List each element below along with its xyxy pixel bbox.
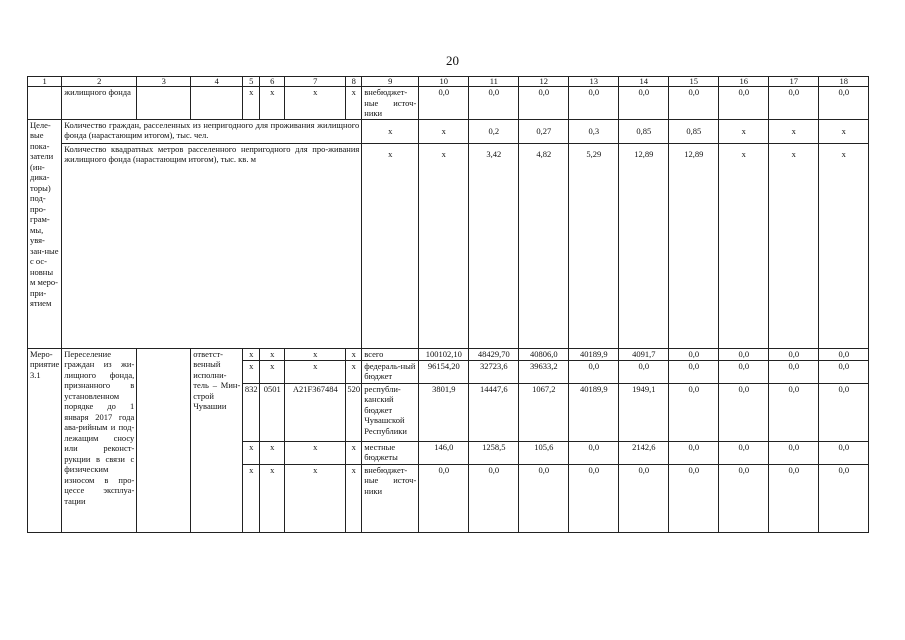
value-cell: 0,0 [669, 464, 719, 532]
value-cell: 0,85 [619, 119, 669, 143]
measure-label: Меро-приятие 3.1 [28, 348, 62, 532]
value-cell: 0,0 [569, 87, 619, 120]
value-cell: 40806,0 [519, 348, 569, 360]
program-table [27, 76, 869, 533]
target-article-code: x [285, 464, 346, 532]
expense-type-code: x [346, 464, 362, 532]
measure-name: Переселение граждан из жи-лищного фонда, признанного в установленном порядке до 1 января 2017 года ава-рийным и под-лежащим сносу или реконст-рукции в связи с физическим износом в про-цессе эксплуа-тации [62, 348, 137, 532]
value-cell: 0,85 [669, 119, 719, 143]
expense-type-code: 520 [346, 383, 362, 441]
grbs-code: 832 [243, 383, 260, 441]
value-cell: 0,0 [519, 464, 569, 532]
value-cell: 0,0 [669, 360, 719, 383]
value-cell: 0,0 [619, 360, 669, 383]
section-code: 0501 [260, 383, 285, 441]
value-cell: 0,0 [719, 383, 769, 441]
target-article-code: x [285, 87, 346, 120]
col-header: 8 [346, 77, 362, 87]
table-row [28, 87, 869, 120]
value-cell: 100102,10 [419, 348, 469, 360]
value-cell: 0,2 [469, 119, 519, 143]
target-article-code: x [285, 360, 346, 383]
value-cell: x [769, 143, 819, 348]
value-cell: 0,0 [519, 87, 569, 120]
indicator-text: Количество граждан, расселенных из непригодного для проживания жилищного фонда (нарастающим итогом), тыс. чел. [62, 119, 362, 143]
responsible-executor: ответст-венный исполни-тель – Мин-строй Чувашии [191, 348, 243, 532]
value-cell: 48429,70 [469, 348, 519, 360]
target-article-code: x [285, 348, 346, 360]
value-cell: x [419, 143, 469, 348]
value-cell: 39633,2 [519, 360, 569, 383]
value-cell: 0,0 [769, 360, 819, 383]
value-cell: 0,0 [769, 87, 819, 120]
grbs-code: x [243, 348, 260, 360]
value-cell: 12,89 [669, 143, 719, 348]
value-cell: 14447,6 [469, 383, 519, 441]
col-header: 11 [469, 77, 519, 87]
value-cell: 96154,20 [419, 360, 469, 383]
value-cell: x [362, 119, 419, 143]
value-cell: 0,0 [719, 360, 769, 383]
funding-source: всего [362, 348, 419, 360]
grbs-code: x [243, 360, 260, 383]
value-cell: 0,0 [769, 348, 819, 360]
value-cell: 40189,9 [569, 348, 619, 360]
table-row [28, 348, 869, 360]
col-header: 10 [419, 77, 469, 87]
section-code: x [260, 348, 285, 360]
value-cell: 1949,1 [619, 383, 669, 441]
value-cell: 0,27 [519, 119, 569, 143]
value-cell: x [719, 143, 769, 348]
value-cell: 0,0 [819, 441, 869, 464]
value-cell: 3801,9 [419, 383, 469, 441]
value-cell: 4091,7 [619, 348, 669, 360]
value-cell: 0,0 [569, 441, 619, 464]
grbs-code: x [243, 464, 260, 532]
value-cell: 0,0 [669, 441, 719, 464]
col-header: 6 [260, 77, 285, 87]
col-header: 4 [191, 77, 243, 87]
indicator-text: Количество квадратных метров расселенного непригодного для про-живания жилищного фонда (нарастающим итогом), тыс. кв. м [62, 143, 362, 348]
target-article-code: A21F367484 [285, 383, 346, 441]
value-cell: 0,0 [419, 464, 469, 532]
col-header: 5 [243, 77, 260, 87]
value-cell: 0,0 [619, 464, 669, 532]
value-cell: 32723,6 [469, 360, 519, 383]
value-cell: 40189,9 [569, 383, 619, 441]
expense-type-code: x [346, 441, 362, 464]
value-cell: 0,0 [819, 360, 869, 383]
value-cell: 0,0 [569, 464, 619, 532]
value-cell: 12,89 [619, 143, 669, 348]
value-cell: 0,0 [769, 383, 819, 441]
section-code: x [260, 441, 285, 464]
value-cell: 0,0 [819, 87, 869, 120]
col-header: 14 [619, 77, 669, 87]
value-cell: 0,0 [719, 87, 769, 120]
item-name: жилищного фонда [62, 87, 137, 120]
value-cell: x [419, 119, 469, 143]
value-cell: 2142,6 [619, 441, 669, 464]
value-cell: 105,6 [519, 441, 569, 464]
funding-source: республи-канский бюджет Чувашской Республики [362, 383, 419, 441]
value-cell: 0,0 [669, 348, 719, 360]
grbs-code: x [243, 87, 260, 120]
value-cell: 5,29 [569, 143, 619, 348]
section-code: x [260, 360, 285, 383]
page-number: 20 [446, 53, 459, 68]
value-cell: 0,0 [619, 87, 669, 120]
value-cell: 0,0 [769, 464, 819, 532]
col-header: 16 [719, 77, 769, 87]
value-cell: 0,0 [719, 441, 769, 464]
table-cell [137, 348, 191, 532]
value-cell: 0,0 [669, 383, 719, 441]
col-header: 18 [819, 77, 869, 87]
value-cell: 146,0 [419, 441, 469, 464]
col-header: 3 [137, 77, 191, 87]
value-cell: 0,3 [569, 119, 619, 143]
value-cell: 0,0 [719, 464, 769, 532]
funding-source: внебюджет-ные источ-ники [362, 87, 419, 120]
value-cell: 0,0 [819, 464, 869, 532]
table-cell [137, 87, 191, 120]
col-header: 2 [62, 77, 137, 87]
value-cell: 0,0 [769, 441, 819, 464]
col-header: 13 [569, 77, 619, 87]
value-cell: 3,42 [469, 143, 519, 348]
funding-source: внебюджет-ные источ-ники [362, 464, 419, 532]
grbs-code: x [243, 441, 260, 464]
header-row [28, 77, 869, 87]
value-cell: 0,0 [719, 348, 769, 360]
value-cell: x [719, 119, 769, 143]
funding-source: местные бюджеты [362, 441, 419, 464]
value-cell: 4,82 [519, 143, 569, 348]
value-cell: 0,0 [819, 348, 869, 360]
value-cell: 1067,2 [519, 383, 569, 441]
col-header: 9 [362, 77, 419, 87]
col-header: 12 [519, 77, 569, 87]
col-header: 15 [669, 77, 719, 87]
value-cell: 0,0 [569, 360, 619, 383]
value-cell: x [769, 119, 819, 143]
funding-source: федераль-ный бюджет [362, 360, 419, 383]
section-code: x [260, 464, 285, 532]
table-row [28, 119, 869, 143]
expense-type-code: x [346, 348, 362, 360]
value-cell: x [819, 143, 869, 348]
col-header: 1 [28, 77, 62, 87]
table-cell [191, 87, 243, 120]
value-cell: 0,0 [469, 87, 519, 120]
expense-type-code: x [346, 87, 362, 120]
value-cell: 1258,5 [469, 441, 519, 464]
table-row [28, 143, 869, 348]
value-cell: 0,0 [419, 87, 469, 120]
value-cell: 0,0 [469, 464, 519, 532]
col-header: 7 [285, 77, 346, 87]
table-cell [28, 87, 62, 120]
expense-type-code: x [346, 360, 362, 383]
target-article-code: x [285, 441, 346, 464]
value-cell: 0,0 [819, 383, 869, 441]
targets-label: Целе-вые пока-затели (ин-дика-торы) под-про-грам-мы, увя-зан-ные с ос-новны м меро-при-ятием [28, 119, 62, 348]
value-cell: x [819, 119, 869, 143]
value-cell: 0,0 [669, 87, 719, 120]
section-code: x [260, 87, 285, 120]
col-header: 17 [769, 77, 819, 87]
value-cell: x [362, 143, 419, 348]
